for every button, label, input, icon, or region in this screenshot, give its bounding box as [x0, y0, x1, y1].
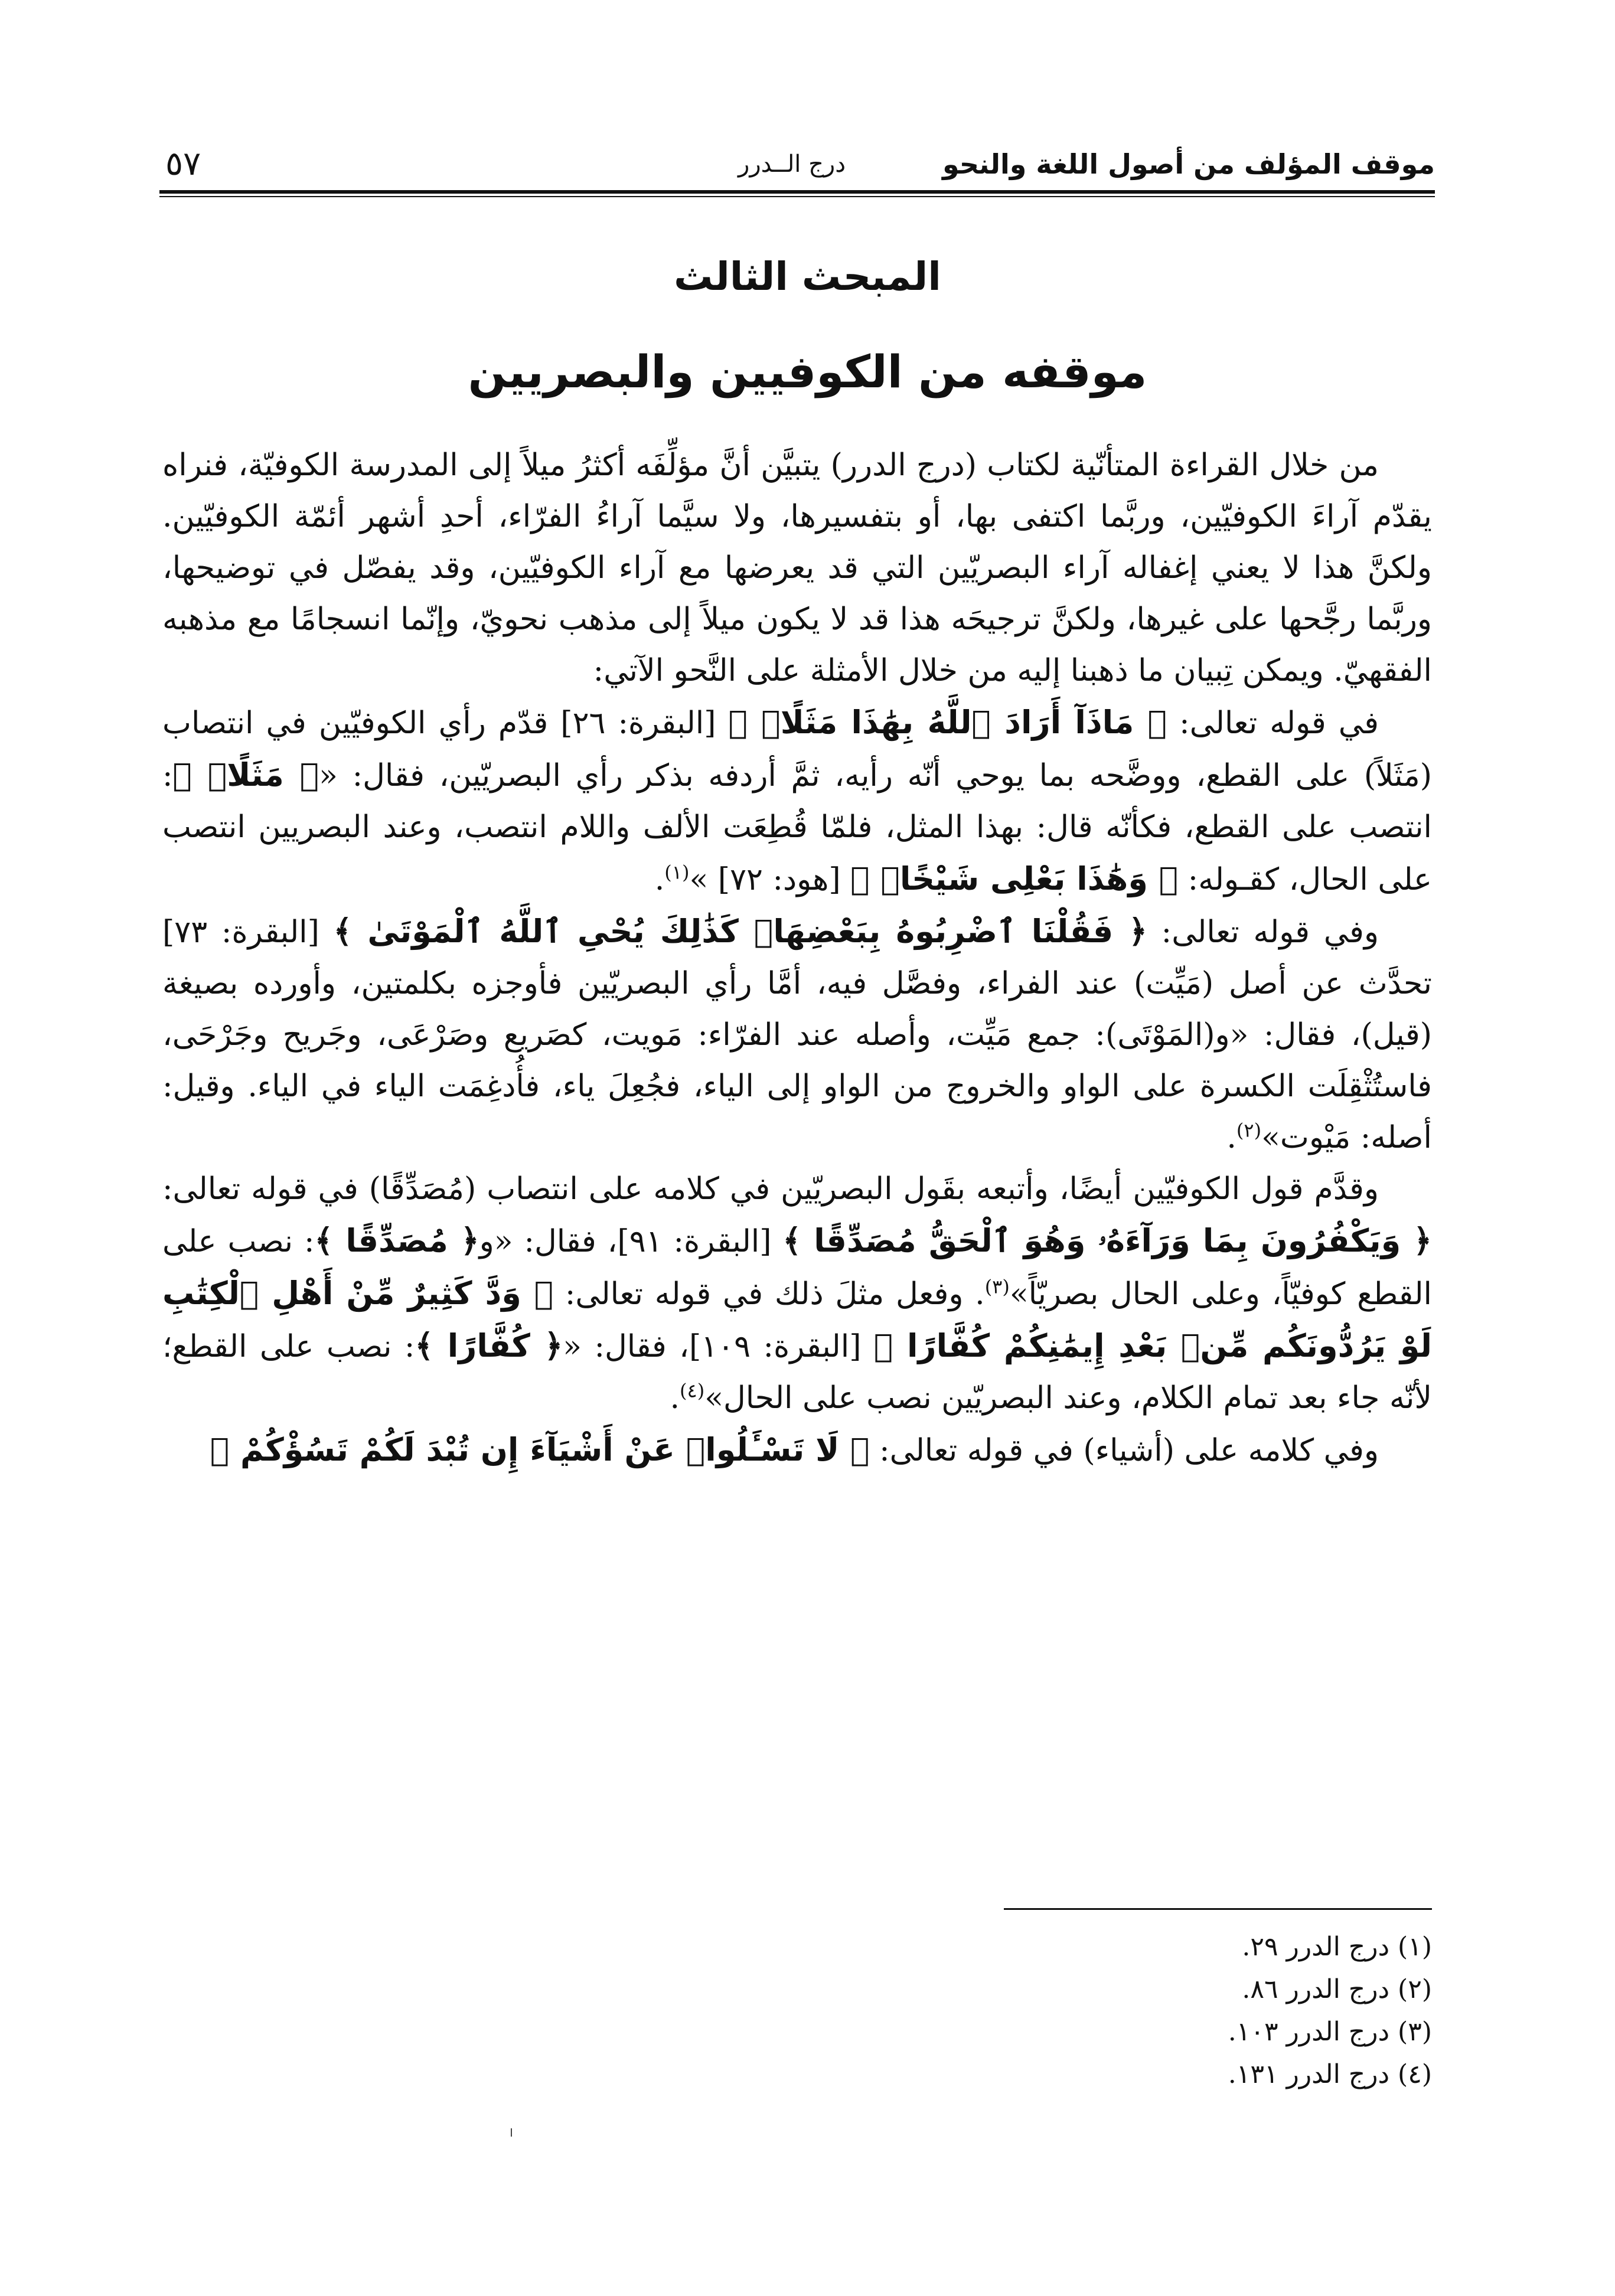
footnote-ref: (١) — [664, 861, 690, 884]
running-header — [159, 145, 1435, 192]
section-heading: المبحث الثالث — [674, 254, 941, 299]
quran-verse: ﴿ فَقُلْنَا ٱضْرِبُوهُ بِبَعْضِهَاۚ كَذَٰلِكَ يُحْىِ ٱللَّهُ ٱلْمَوْتَىٰ ﴾ — [333, 913, 1147, 950]
section-title: موقفه من الكوفيين والبصريين — [468, 345, 1147, 398]
text-run: [هود: ٧٢] » — [689, 862, 851, 897]
scan-mark — [511, 2128, 512, 2137]
chapter-title: موقف المؤلف من أصول اللغة والنحو — [942, 148, 1435, 180]
text-run: [البقرة: ٩١]، فقال: «و — [479, 1224, 783, 1259]
footnote-4: (٤) درج الدرر ١٣١. — [1228, 2059, 1432, 2089]
footnote-ref: (٤) — [680, 1379, 705, 1402]
footnotes — [1019, 1926, 1432, 2096]
text-run: : انتصب على القطع، فكأنّه قال: بهذا المثل، فلمّا قُطِعَت الألف واللام انتصب، وعند البصريين انتصب على الحال، كقـوله: — [162, 758, 1432, 897]
book-title: درج الــدرر — [738, 151, 846, 178]
text-run: وفي قوله تعالى: — [1147, 915, 1379, 950]
quran-verse: ﴿ مَثَلًاۘ ﴾ — [172, 756, 319, 793]
page-number: ٥٧ — [165, 145, 201, 183]
paragraph-5 — [162, 1424, 1432, 1477]
text-run: وفي كلامه على (أشياء) في قوله تعالى: — [869, 1433, 1379, 1468]
quran-verse: ﴿ وَدَّ كَثِيرٌ مِّنْ أَهْلِ ٱلْكِتَٰبِ لَوْ يَرُدُّونَكُم مِّنۢ بَعْدِ إِيمَٰنِكُمْ كُفَّارًا ﴾ — [162, 1275, 1433, 1364]
text-run: : نصب على القطع؛ لأنّه جاء بعد تمام الكلام، وعند البصريّين نصب على الحال» — [162, 1329, 1432, 1416]
text-run: : نصب على القطع كوفيّاً، وعلى الحال بصريّاً» — [162, 1224, 1433, 1312]
paragraph-3 — [162, 906, 1432, 1164]
quran-verse: ﴿ مَاذَآ أَرَادَ ٱللَّهُ بِهَٰذَا مَثَلًاۘ ﴾ — [728, 704, 1167, 741]
header-rule — [159, 190, 1435, 197]
text-run: [البقرة: ٢٦] قدّم رأي الكوفيّين في انتصاب (مَثَلاً) على القطع، ووضَّحه بما يوحي أنّه رأيه، ثمَّ أردفه بذكر رأي البصريّين، فقال: « — [162, 706, 1432, 793]
quran-verse: ﴿ وَيَكْفُرُونَ بِمَا وَرَآءَهُۥ وَهُوَ ٱلْحَقُّ مُصَدِّقًا ﴾ — [782, 1222, 1432, 1259]
quran-verse: ﴿ مُصَدِّقًا ﴾ — [314, 1222, 479, 1259]
text-run: [البقرة: ٧٣] تحدَّث عن أصل (مَيِّت) عند الفراء، وفصَّل فيه، أمَّا رأي البصريّين فأوجزه بكلمتين، وأورده بصيغة (قيل)، فقال: «و(المَوْتَى): جمع مَيِّت، وأصله عند الفرّاء: مَويت، كصَريع وصَرْعَى، وجَريح وجَرْحَى، فاستُثْقِلَت الكسرة على الواو والخروج من الواو إلى الياء، فجُعِلَ ياء، فأُدغِمَت الياء في الياء. وقيل: أصله: مَيْوت» — [162, 915, 1432, 1155]
text-run: في قوله تعالى: — [1167, 706, 1379, 741]
text-run: وقدَّم قول الكوفيّين أيضًا، وأتبعه بقَول البصريّين في كلامه على انتصاب (مُصَدِّقًا) في قوله تعالى: — [162, 1171, 1379, 1207]
paragraph-2 — [162, 697, 1432, 906]
quran-verse: ﴿ كُفَّارًا ﴾ — [415, 1327, 563, 1364]
paragraph-4 — [162, 1164, 1432, 1424]
text-run: . — [654, 862, 665, 897]
footnote-1: (١) درج الدرر ٢٩. — [1242, 1932, 1432, 1962]
text-run: من خلال القراءة المتأنّية لكتاب (درج الدرر) يتبيَّن أنَّ مؤلِّفَه أكثرُ ميلاً إلى المدرسة الكوفيّة، فنراه يقدّم آراءَ الكوفيّين، وربَّما اكتفى بها، أو بتفسيرها، ولا سيَّما آراءُ الفرّاء، أحدِ أشهر أئمّة الكوفيّين. ولكنَّ هذا لا يعني إغفاله آراء البصريّين التي قد يعرضها مع آراء الكوفيّين، وقد يفصّل في توضيحها، وربَّما رجَّحها على غيرها، ولكنَّ ترجيحَه هذا قد لا يكون ميلاً إلى مذهب نحويّ، وإنّما انسجامًا مع مذهبه الفقهيّ. ويمكن تِبيان ما ذهبنا إليه من خلال الأمثلة على النَّحو الآتي: — [162, 448, 1432, 688]
quran-verse: ﴿ لَا تَسْـَٔلُوا۟ عَنْ أَشْيَآءَ إِن تُبْدَ لَكُمْ تَسُؤْكُمْ ﴾ — [210, 1431, 870, 1468]
footnote-rule — [1004, 1908, 1432, 1910]
text-run: [البقرة: ١٠٩]، فقال: « — [563, 1329, 874, 1364]
text-run: . وفعل مثلَ ذلك في قوله تعالى: — [553, 1276, 985, 1312]
body-text — [162, 440, 1432, 1477]
footnote-ref: (٣) — [984, 1275, 1010, 1298]
footnote-2: (٢) درج الدرر ٨٦. — [1242, 1974, 1432, 2004]
text-run: . — [670, 1380, 680, 1416]
text-run: . — [1226, 1120, 1236, 1155]
quran-verse: ﴿ وَهَٰذَا بَعْلِى شَيْخًاۖ ﴾ — [850, 860, 1179, 897]
footnote-ref: (٢) — [1236, 1119, 1262, 1142]
paragraph-1 — [162, 440, 1432, 697]
footnote-3: (٣) درج الدرر ١٠٣. — [1228, 2017, 1432, 2047]
